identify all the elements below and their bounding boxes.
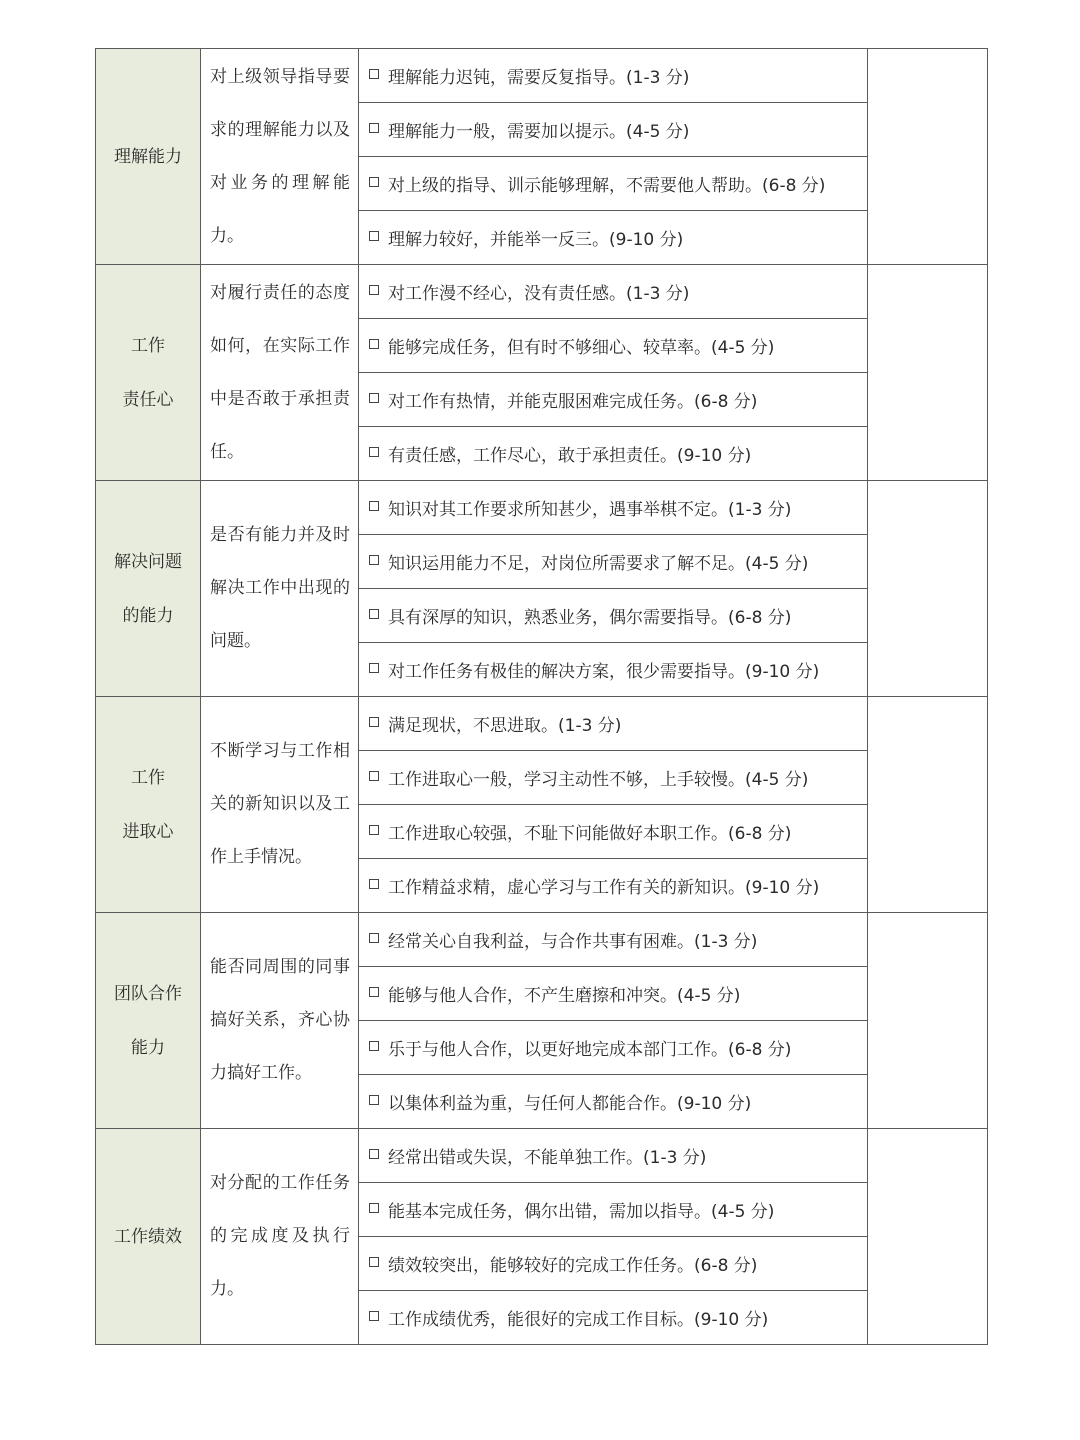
option-text: 经常出错或失误，不能单独工作。(1-3 分) — [388, 1148, 707, 1168]
category-cell — [96, 265, 201, 481]
option-cell[interactable] — [359, 103, 868, 157]
checkbox-icon[interactable] — [369, 1203, 379, 1213]
category-description: 是否有能力并及时解决工作中出现的问题。 — [210, 525, 350, 651]
category-description: 对分配的工作任务的完成度及执行力。 — [210, 1173, 350, 1299]
option-text: 知识对其工作要求所知甚少，遇事举棋不定。(1-3 分) — [388, 500, 792, 520]
score-cell[interactable] — [868, 697, 988, 913]
option-text: 知识运用能力不足，对岗位所需要求了解不足。(4-5 分) — [388, 554, 809, 574]
option-cell[interactable] — [359, 427, 868, 481]
evaluation-table-body — [96, 49, 988, 1345]
category-label: 工作 进取心 — [122, 767, 174, 842]
category-label: 工作绩效 — [114, 1226, 182, 1247]
option-cell[interactable] — [359, 157, 868, 211]
option-cell[interactable] — [359, 1021, 868, 1075]
category-cell — [96, 1129, 201, 1345]
option-cell[interactable] — [359, 859, 868, 913]
checkbox-icon[interactable] — [369, 1095, 379, 1105]
checkbox-icon[interactable] — [369, 1041, 379, 1051]
score-cell[interactable] — [868, 913, 988, 1129]
description-cell — [201, 1129, 359, 1345]
option-text: 理解能力迟钝，需要反复指导。(1-3 分) — [388, 68, 690, 88]
option-cell[interactable] — [359, 913, 868, 967]
option-cell[interactable] — [359, 643, 868, 697]
score-cell[interactable] — [868, 265, 988, 481]
checkbox-icon[interactable] — [369, 393, 379, 403]
option-text: 经常关心自我利益，与合作共事有困难。(1-3 分) — [388, 932, 758, 952]
table-row — [96, 697, 988, 751]
checkbox-icon[interactable] — [369, 1149, 379, 1159]
checkbox-icon[interactable] — [369, 609, 379, 619]
option-cell[interactable] — [359, 1129, 868, 1183]
option-cell[interactable] — [359, 49, 868, 103]
category-description: 对履行责任的态度如何，在实际工作中是否敢于承担责任。 — [210, 282, 350, 462]
table-row — [96, 1129, 988, 1183]
option-text: 工作精益求精，虚心学习与工作有关的新知识。(9-10 分) — [388, 878, 820, 898]
option-text: 绩效较突出，能够较好的完成工作任务。(6-8 分) — [388, 1256, 758, 1276]
option-text: 能基本完成任务，偶尔出错，需加以指导。(4-5 分) — [388, 1202, 775, 1222]
score-cell[interactable] — [868, 1129, 988, 1345]
category-cell — [96, 481, 201, 697]
checkbox-icon[interactable] — [369, 285, 379, 295]
checkbox-icon[interactable] — [369, 69, 379, 79]
option-text: 工作成绩优秀，能很好的完成工作目标。(9-10 分) — [388, 1310, 769, 1330]
category-cell — [96, 49, 201, 265]
table-row — [96, 481, 988, 535]
option-cell[interactable] — [359, 589, 868, 643]
category-cell — [96, 697, 201, 913]
option-cell[interactable] — [359, 265, 868, 319]
option-text: 有责任感，工作尽心，敢于承担责任。(9-10 分) — [388, 446, 752, 466]
option-text: 乐于与他人合作，以更好地完成本部门工作。(6-8 分) — [388, 1040, 792, 1060]
category-cell — [96, 913, 201, 1129]
category-label: 理解能力 — [114, 146, 182, 167]
option-cell[interactable] — [359, 1291, 868, 1345]
option-text: 满足现状，不思进取。(1-3 分) — [388, 716, 622, 736]
table-row — [96, 49, 988, 103]
option-text: 理解力较好，并能举一反三。(9-10 分) — [388, 230, 684, 250]
option-cell[interactable] — [359, 697, 868, 751]
checkbox-icon[interactable] — [369, 717, 379, 727]
option-text: 工作进取心较强，不耻下问能做好本职工作。(6-8 分) — [388, 824, 792, 844]
option-cell[interactable] — [359, 211, 868, 265]
category-label: 解决问题 的能力 — [114, 551, 182, 626]
description-cell — [201, 49, 359, 265]
checkbox-icon[interactable] — [369, 123, 379, 133]
option-cell[interactable] — [359, 481, 868, 535]
option-cell[interactable] — [359, 805, 868, 859]
description-cell — [201, 697, 359, 913]
option-text: 以集体利益为重，与任何人都能合作。(9-10 分) — [388, 1094, 752, 1114]
category-label: 团队合作 能力 — [114, 983, 182, 1058]
checkbox-icon[interactable] — [369, 933, 379, 943]
option-text: 理解能力一般，需要加以提示。(4-5 分) — [388, 122, 690, 142]
option-text: 对工作任务有极佳的解决方案，很少需要指导。(9-10 分) — [388, 662, 820, 682]
option-text: 能够与他人合作，不产生磨擦和冲突。(4-5 分) — [388, 986, 741, 1006]
checkbox-icon[interactable] — [369, 1311, 379, 1321]
checkbox-icon[interactable] — [369, 825, 379, 835]
category-description: 对上级领导指导要求的理解能力以及对业务的理解能力。 — [210, 66, 350, 246]
description-cell — [201, 265, 359, 481]
option-cell[interactable] — [359, 1183, 868, 1237]
option-cell[interactable] — [359, 319, 868, 373]
score-cell[interactable] — [868, 481, 988, 697]
table-row — [96, 265, 988, 319]
option-cell[interactable] — [359, 535, 868, 589]
checkbox-icon[interactable] — [369, 447, 379, 457]
checkbox-icon[interactable] — [369, 663, 379, 673]
score-cell[interactable] — [868, 49, 988, 265]
option-text: 具有深厚的知识，熟悉业务，偶尔需要指导。(6-8 分) — [388, 608, 792, 628]
checkbox-icon[interactable] — [369, 987, 379, 997]
option-text: 对工作漫不经心，没有责任感。(1-3 分) — [388, 284, 690, 304]
category-label: 工作 责任心 — [122, 335, 174, 410]
option-cell[interactable] — [359, 373, 868, 427]
option-cell[interactable] — [359, 1237, 868, 1291]
checkbox-icon[interactable] — [369, 177, 379, 187]
checkbox-icon[interactable] — [369, 501, 379, 511]
checkbox-icon[interactable] — [369, 1257, 379, 1267]
category-description: 能否同周围的同事搞好关系，齐心协力搞好工作。 — [210, 957, 350, 1083]
option-cell[interactable] — [359, 751, 868, 805]
category-description: 不断学习与工作相关的新知识以及工作上手情况。 — [210, 741, 350, 867]
evaluation-table — [95, 48, 988, 1345]
option-cell[interactable] — [359, 967, 868, 1021]
checkbox-icon[interactable] — [369, 231, 379, 241]
table-row — [96, 913, 988, 967]
option-text: 对上级的指导、训示能够理解，不需要他人帮助。(6-8 分) — [388, 176, 826, 196]
checkbox-icon[interactable] — [369, 339, 379, 349]
description-cell — [201, 913, 359, 1129]
option-cell[interactable] — [359, 1075, 868, 1129]
option-text: 工作进取心一般，学习主动性不够，上手较慢。(4-5 分) — [388, 770, 809, 790]
checkbox-icon[interactable] — [369, 879, 379, 889]
option-text: 能够完成任务，但有时不够细心、较草率。(4-5 分) — [388, 338, 775, 358]
description-cell — [201, 481, 359, 697]
checkbox-icon[interactable] — [369, 771, 379, 781]
option-text: 对工作有热情，并能克服困难完成任务。(6-8 分) — [388, 392, 758, 412]
checkbox-icon[interactable] — [369, 555, 379, 565]
